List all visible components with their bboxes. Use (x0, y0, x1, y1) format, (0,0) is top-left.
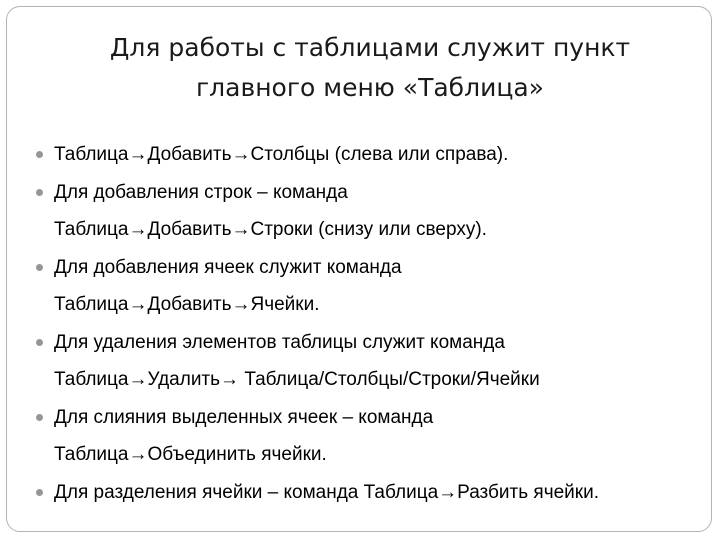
page-title (90, 28, 650, 108)
bullet-list (34, 136, 704, 512)
list-item-text: Таблица→Объединить ячейки. (54, 444, 327, 465)
list-item-text: Для добавления ячеек служит команда (54, 257, 402, 278)
list-item (34, 324, 704, 398)
list-item (34, 474, 704, 511)
list-item-text: Для удаления элементов таблицы служит команда (54, 332, 505, 353)
bullet-dot-icon (36, 339, 43, 346)
title-line-2: главного меню «Таблица» (196, 73, 544, 102)
list-item-text: Для разделения ячейки – команда Таблица→Разбить ячейки. (54, 482, 599, 503)
list-item (34, 174, 704, 248)
list-item-text: Таблица→Добавить→Ячейки. (54, 294, 320, 315)
list-item-text: Таблица→Добавить→Столбцы (слева или справа). (54, 144, 509, 165)
list-item-text: Для добавления строк – команда (54, 182, 348, 203)
list-item (34, 399, 704, 473)
list-item-text: Таблица→Добавить→Строки (снизу или сверху). (54, 219, 487, 240)
list-item (34, 136, 704, 173)
bullet-dot-icon (36, 151, 43, 158)
bullet-dot-icon (36, 489, 43, 496)
bullet-dot-icon (36, 264, 43, 271)
title-line-1: Для работы с таблицами служит пункт (109, 33, 631, 62)
list-item-text: Таблица→Удалить→ Таблица/Столбцы/Строки/Ячейки (54, 369, 540, 390)
list-item-text: Для слияния выделенных ячеек – команда (54, 407, 434, 428)
bullet-dot-icon (36, 189, 43, 196)
list-item (34, 249, 704, 323)
bullet-dot-icon (36, 414, 43, 421)
